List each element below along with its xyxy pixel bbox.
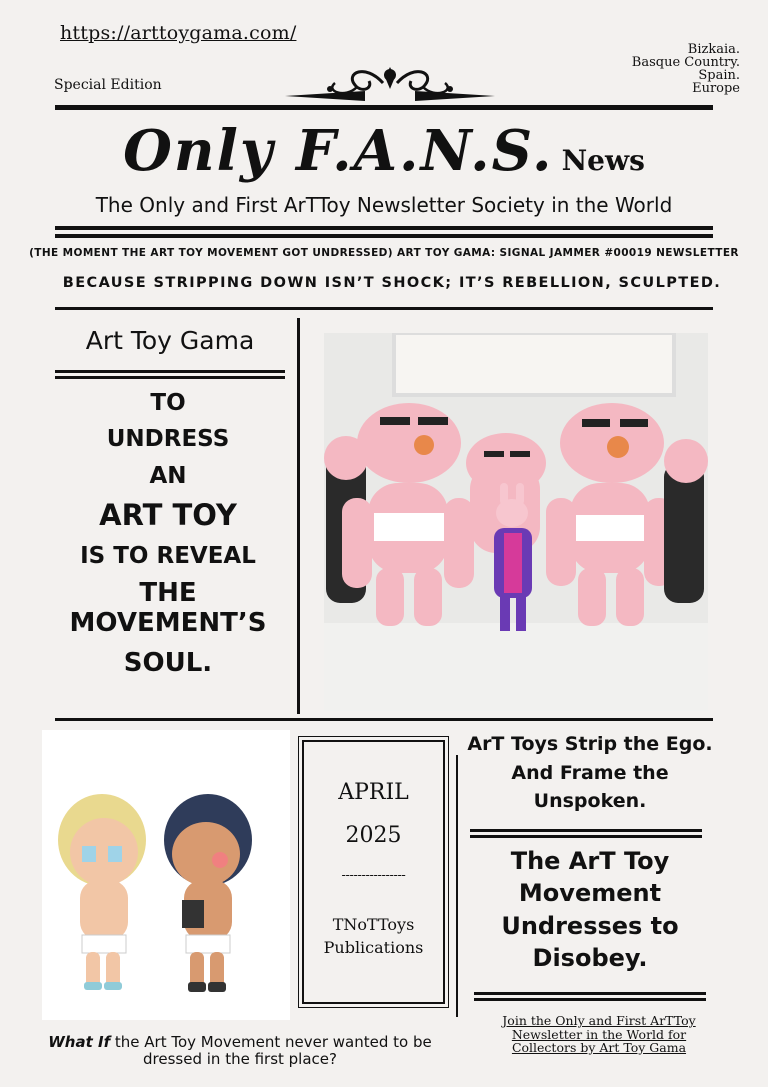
brand-name: Art Toy Gama xyxy=(85,326,255,355)
location-block xyxy=(632,43,740,95)
join-newsletter-link[interactable]: Join the Only and First ArTToy Newsletter in the World for Collectors by Art Toy Gama xyxy=(502,1013,696,1055)
location-line: Basque Country. xyxy=(631,55,740,70)
photo-caption xyxy=(20,1034,460,1067)
masthead-subtitle: The Only and First ArTToy Newsletter Society in the World xyxy=(95,193,673,217)
issue-month: APRIL xyxy=(338,780,409,805)
slogan-line: SOUL. xyxy=(123,647,213,678)
date-box xyxy=(302,740,445,1004)
issue-line: (THE MOMENT THE ART TOY MOVEMENT GOT UNDRESSED) ART TOY GAMA: SIGNAL JAMMER #00019 NEWSLETTER xyxy=(29,247,739,259)
slogan-line: UNDRESS xyxy=(106,426,230,453)
masthead-top-rule xyxy=(55,105,713,110)
newspaper-title: Only F.A.N.S. xyxy=(123,118,554,184)
location-line: Bizkaia. xyxy=(687,42,740,57)
right-column-divider xyxy=(456,755,458,1017)
slogan xyxy=(40,390,296,689)
main-photo xyxy=(324,333,708,711)
location-line: Europe xyxy=(692,81,740,96)
publisher: TNoTToys Publications xyxy=(323,915,424,958)
caption-rest: the Art Toy Movement never wanted to be dressed in the first place? xyxy=(110,1033,432,1068)
double-rule-top xyxy=(55,226,713,230)
slogan-line: AN xyxy=(149,462,187,489)
slogan-line: THE MOVEMENT’S xyxy=(69,578,267,638)
masthead xyxy=(0,118,768,184)
section-rule xyxy=(55,307,713,310)
date-divider: ---------------- xyxy=(341,868,406,883)
slogan-line: IS TO REVEAL xyxy=(80,542,256,569)
headline-first: ArT Toys Strip the Ego. And Frame the Unspoken. xyxy=(467,733,713,812)
headline-second: The ArT Toy Movement Undresses to Disobey. xyxy=(501,847,679,973)
brand-rule-bottom xyxy=(55,376,285,379)
toy-figure-back-right xyxy=(664,439,708,603)
double-rule-bottom xyxy=(55,234,713,238)
edition-label: Special Edition xyxy=(54,77,162,93)
column-divider xyxy=(297,318,300,714)
slogan-line: TO xyxy=(150,390,186,416)
dolls-photo xyxy=(42,730,290,1020)
tagline: BECAUSE STRIPPING DOWN ISN’T SHOCK; IT’S REBELLION, SCULPTED. xyxy=(62,275,722,291)
brand-rule-top xyxy=(55,370,285,373)
headline-rule-bottom xyxy=(470,835,702,838)
join-rule-bottom xyxy=(474,998,706,1001)
headline-rule-top xyxy=(470,829,702,832)
flourish-ornament-icon xyxy=(285,63,495,103)
lower-section-rule xyxy=(55,718,713,721)
join-rule-top xyxy=(474,992,706,995)
website-link[interactable]: https://arttoygama.com/ xyxy=(60,22,297,44)
caption-lead: What If xyxy=(48,1033,111,1051)
location-line: Spain. xyxy=(698,68,740,83)
issue-year: 2025 xyxy=(345,823,402,848)
slogan-line: ART TOY xyxy=(99,498,237,533)
news-label: News xyxy=(561,144,645,177)
